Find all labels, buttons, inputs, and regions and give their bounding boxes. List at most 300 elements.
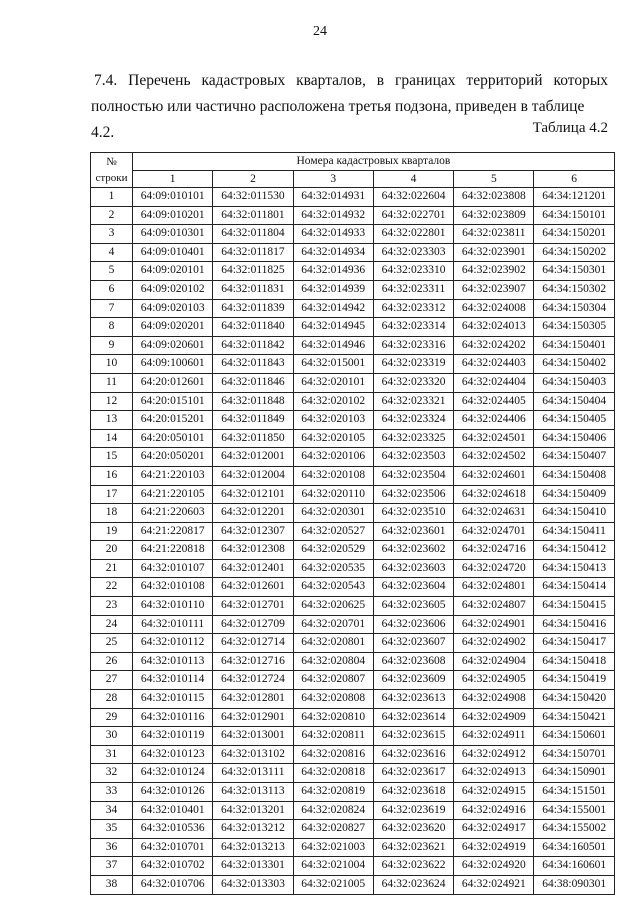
cadastral-number-cell: 64:32:011831 xyxy=(213,280,293,299)
cadastral-number-cell: 64:32:023303 xyxy=(373,243,453,262)
cadastral-number-cell: 64:32:020535 xyxy=(293,559,373,578)
cadastral-number-cell: 64:34:150417 xyxy=(534,634,614,653)
cadastral-number-cell: 64:32:020819 xyxy=(293,783,373,802)
cadastral-number-cell: 64:32:024701 xyxy=(454,522,534,541)
cadastral-number-cell: 64:32:013102 xyxy=(213,745,293,764)
cadastral-number-cell: 64:32:011839 xyxy=(213,299,293,318)
cadastral-number-cell: 64:32:024915 xyxy=(454,783,534,802)
cadastral-number-cell: 64:34:150421 xyxy=(534,708,614,727)
cadastral-number-cell: 64:32:020108 xyxy=(293,466,373,485)
cadastral-number-cell: 64:32:014945 xyxy=(293,318,373,337)
row-number-cell: 34 xyxy=(91,801,133,820)
cadastral-number-cell: 64:32:024917 xyxy=(454,820,534,839)
cadastral-number-cell: 64:32:020801 xyxy=(293,634,373,653)
table-row xyxy=(91,262,615,281)
cadastral-number-cell: 64:32:023619 xyxy=(373,801,453,820)
row-number-header-line-2: строки xyxy=(95,172,128,184)
table-row xyxy=(91,522,615,541)
row-number-cell: 5 xyxy=(91,262,133,281)
table-row xyxy=(91,838,615,857)
row-number-cell: 26 xyxy=(91,652,133,671)
cadastral-number-cell: 64:32:023314 xyxy=(373,318,453,337)
cadastral-quarters-table xyxy=(90,152,615,895)
cadastral-number-cell: 64:32:012724 xyxy=(213,671,293,690)
cadastral-number-cell: 64:21:220103 xyxy=(133,466,213,485)
row-number-cell: 17 xyxy=(91,485,133,504)
cadastral-number-cell: 64:21:220817 xyxy=(133,522,213,541)
cadastral-number-cell: 64:34:151501 xyxy=(534,783,614,802)
cadastral-number-cell: 64:32:020810 xyxy=(293,708,373,727)
cadastral-number-cell: 64:32:023325 xyxy=(373,429,453,448)
row-number-cell: 28 xyxy=(91,690,133,709)
table-row xyxy=(91,745,615,764)
cadastral-number-cell: 64:32:020101 xyxy=(293,373,373,392)
cadastral-number-cell: 64:32:023320 xyxy=(373,373,453,392)
cadastral-number-cell: 64:32:024905 xyxy=(454,671,534,690)
row-number-cell: 33 xyxy=(91,783,133,802)
cadastral-number-cell: 64:32:020804 xyxy=(293,652,373,671)
cadastral-number-cell: 64:34:150201 xyxy=(534,225,614,244)
cadastral-number-cell: 64:32:023609 xyxy=(373,671,453,690)
cadastral-number-cell: 64:34:150403 xyxy=(534,373,614,392)
row-number-cell: 12 xyxy=(91,392,133,411)
cadastral-number-cell: 64:20:015101 xyxy=(133,392,213,411)
table-row xyxy=(91,504,615,523)
row-number-cell: 14 xyxy=(91,429,133,448)
cadastral-number-cell: 64:32:024405 xyxy=(454,392,534,411)
cadastral-number-cell: 64:32:010702 xyxy=(133,857,213,876)
cadastral-number-cell: 64:09:020101 xyxy=(133,262,213,281)
cadastral-number-cell: 64:32:012709 xyxy=(213,615,293,634)
table-row xyxy=(91,280,615,299)
cadastral-number-cell: 64:32:023319 xyxy=(373,355,453,374)
cadastral-number-cell: 64:20:015201 xyxy=(133,411,213,430)
cadastral-number-cell: 64:32:020808 xyxy=(293,690,373,709)
table-row xyxy=(91,783,615,802)
cadastral-number-cell: 64:32:024008 xyxy=(454,299,534,318)
table-row xyxy=(91,336,615,355)
cadastral-number-cell: 64:32:010116 xyxy=(133,708,213,727)
cadastral-number-cell: 64:34:150101 xyxy=(534,206,614,225)
cadastral-number-cell: 64:32:020816 xyxy=(293,745,373,764)
table-row xyxy=(91,820,615,839)
cadastral-number-cell: 64:32:021004 xyxy=(293,857,373,876)
cadastral-number-cell: 64:32:024912 xyxy=(454,745,534,764)
cadastral-number-cell: 64:32:024919 xyxy=(454,838,534,857)
cadastral-number-cell: 64:32:011842 xyxy=(213,336,293,355)
cadastral-number-cell: 64:32:012001 xyxy=(213,448,293,467)
cadastral-number-cell: 64:32:011801 xyxy=(213,206,293,225)
cadastral-number-cell: 64:32:024631 xyxy=(454,504,534,523)
cadastral-number-cell: 64:38:090301 xyxy=(534,875,614,894)
cadastral-number-cell: 64:34:150410 xyxy=(534,504,614,523)
cadastral-number-cell: 64:32:023504 xyxy=(373,466,453,485)
cadastral-number-cell: 64:32:023622 xyxy=(373,857,453,876)
row-number-cell: 30 xyxy=(91,727,133,746)
cadastral-number-cell: 64:34:150415 xyxy=(534,597,614,616)
cadastral-number-cell: 64:34:150305 xyxy=(534,318,614,337)
cadastral-number-cell: 64:32:020818 xyxy=(293,764,373,783)
row-number-cell: 24 xyxy=(91,615,133,634)
cadastral-number-cell: 64:34:150304 xyxy=(534,299,614,318)
cadastral-number-cell: 64:34:150419 xyxy=(534,671,614,690)
cadastral-number-cell: 64:32:020827 xyxy=(293,820,373,839)
cadastral-number-cell: 64:32:024202 xyxy=(454,336,534,355)
cadastral-number-cell: 64:20:050201 xyxy=(133,448,213,467)
cadastral-number-cell: 64:34:150406 xyxy=(534,429,614,448)
table-row xyxy=(91,411,615,430)
row-number-cell: 6 xyxy=(91,280,133,299)
table-row xyxy=(91,578,615,597)
row-number-cell: 16 xyxy=(91,466,133,485)
cadastral-number-cell: 64:32:024801 xyxy=(454,578,534,597)
cadastral-number-cell: 64:32:014946 xyxy=(293,336,373,355)
cadastral-number-cell: 64:32:023321 xyxy=(373,392,453,411)
row-number-cell: 19 xyxy=(91,522,133,541)
cadastral-number-cell: 64:32:023624 xyxy=(373,875,453,894)
cadastral-number-cell: 64:32:024502 xyxy=(454,448,534,467)
cadastral-number-cell: 64:34:160501 xyxy=(534,838,614,857)
column-header-1: 1 xyxy=(133,170,213,188)
cadastral-number-cell: 64:32:014932 xyxy=(293,206,373,225)
cadastral-number-cell: 64:32:023601 xyxy=(373,522,453,541)
cadastral-number-cell: 64:09:010401 xyxy=(133,243,213,262)
table-row xyxy=(91,727,615,746)
cadastral-number-cell: 64:34:150302 xyxy=(534,280,614,299)
cadastral-number-cell: 64:32:011843 xyxy=(213,355,293,374)
cadastral-number-cell: 64:34:150401 xyxy=(534,336,614,355)
cadastral-number-cell: 64:34:150701 xyxy=(534,745,614,764)
cadastral-number-cell: 64:32:011530 xyxy=(213,188,293,207)
cadastral-number-cell: 64:32:013001 xyxy=(213,727,293,746)
table-row xyxy=(91,708,615,727)
table-row xyxy=(91,318,615,337)
cadastral-number-cell: 64:32:023614 xyxy=(373,708,453,727)
cadastral-number-cell: 64:34:150414 xyxy=(534,578,614,597)
cadastral-number-cell: 64:32:012401 xyxy=(213,559,293,578)
cadastral-number-cell: 64:32:010110 xyxy=(133,597,213,616)
cadastral-number-cell: 64:32:024807 xyxy=(454,597,534,616)
row-number-cell: 18 xyxy=(91,504,133,523)
cadastral-number-cell: 64:32:010119 xyxy=(133,727,213,746)
cadastral-number-cell: 64:32:022701 xyxy=(373,206,453,225)
cadastral-number-cell: 64:32:023617 xyxy=(373,764,453,783)
cadastral-number-cell: 64:32:011840 xyxy=(213,318,293,337)
cadastral-number-cell: 64:21:220105 xyxy=(133,485,213,504)
cadastral-number-cell: 64:32:020103 xyxy=(293,411,373,430)
cadastral-number-cell: 64:32:020106 xyxy=(293,448,373,467)
table-body xyxy=(91,188,615,895)
cadastral-number-cell: 64:34:150412 xyxy=(534,541,614,560)
table-row xyxy=(91,875,615,894)
cadastral-number-cell: 64:32:024902 xyxy=(454,634,534,653)
column-header-4: 4 xyxy=(373,170,453,188)
cadastral-number-cell: 64:32:020625 xyxy=(293,597,373,616)
cadastral-number-cell: 64:32:010108 xyxy=(133,578,213,597)
column-header-3: 3 xyxy=(293,170,373,188)
row-number-cell: 29 xyxy=(91,708,133,727)
cadastral-number-cell: 64:32:023811 xyxy=(454,225,534,244)
cadastral-number-cell: 64:32:023902 xyxy=(454,262,534,281)
cadastral-number-cell: 64:32:023602 xyxy=(373,541,453,560)
row-number-cell: 2 xyxy=(91,206,133,225)
cadastral-number-cell: 64:32:014936 xyxy=(293,262,373,281)
cadastral-number-cell: 64:32:023621 xyxy=(373,838,453,857)
cadastral-number-cell: 64:32:012307 xyxy=(213,522,293,541)
cadastral-number-cell: 64:32:010123 xyxy=(133,745,213,764)
cadastral-number-cell: 64:34:150601 xyxy=(534,727,614,746)
cadastral-number-cell: 64:32:023510 xyxy=(373,504,453,523)
cadastral-number-cell: 64:32:024904 xyxy=(454,652,534,671)
cadastral-number-cell: 64:20:012601 xyxy=(133,373,213,392)
paragraph-line-2: полностью или частично расположена третья подзона, приведен в таблице 4.2. xyxy=(91,98,585,141)
cadastral-number-cell: 64:32:023506 xyxy=(373,485,453,504)
cadastral-number-cell: 64:09:010301 xyxy=(133,225,213,244)
cadastral-numbers-header: Номера кадастровых кварталов xyxy=(133,153,615,171)
cadastral-number-cell: 64:32:024716 xyxy=(454,541,534,560)
row-number-cell: 36 xyxy=(91,838,133,857)
row-number-cell: 38 xyxy=(91,875,133,894)
cadastral-number-cell: 64:34:150405 xyxy=(534,411,614,430)
cadastral-number-cell: 64:32:023324 xyxy=(373,411,453,430)
cadastral-number-cell: 64:09:010201 xyxy=(133,206,213,225)
cadastral-number-cell: 64:32:020824 xyxy=(293,801,373,820)
cadastral-number-cell: 64:32:012714 xyxy=(213,634,293,653)
cadastral-number-cell: 64:32:023312 xyxy=(373,299,453,318)
cadastral-number-cell: 64:32:010401 xyxy=(133,801,213,820)
cadastral-number-cell: 64:32:010111 xyxy=(133,615,213,634)
cadastral-number-cell: 64:32:011849 xyxy=(213,411,293,430)
cadastral-number-cell: 64:32:010126 xyxy=(133,783,213,802)
cadastral-number-cell: 64:32:010113 xyxy=(133,652,213,671)
cadastral-number-cell: 64:34:150408 xyxy=(534,466,614,485)
cadastral-number-cell: 64:32:013113 xyxy=(213,783,293,802)
cadastral-number-cell: 64:32:020527 xyxy=(293,522,373,541)
cadastral-number-cell: 64:32:010114 xyxy=(133,671,213,690)
cadastral-number-cell: 64:32:023608 xyxy=(373,652,453,671)
row-number-cell: 1 xyxy=(91,188,133,207)
cadastral-number-cell: 64:09:020601 xyxy=(133,336,213,355)
row-number-cell: 37 xyxy=(91,857,133,876)
cadastral-number-cell: 64:32:023607 xyxy=(373,634,453,653)
column-header-5: 5 xyxy=(454,170,534,188)
row-number-cell: 11 xyxy=(91,373,133,392)
table-caption: Таблица 4.2 xyxy=(532,120,608,136)
cadastral-number-cell: 64:09:010101 xyxy=(133,188,213,207)
intro-paragraph xyxy=(91,68,608,146)
table-row xyxy=(91,801,615,820)
cadastral-number-cell: 64:34:150411 xyxy=(534,522,614,541)
cadastral-number-cell: 64:32:012901 xyxy=(213,708,293,727)
cadastral-number-cell: 64:34:150420 xyxy=(534,690,614,709)
cadastral-number-cell: 64:32:023605 xyxy=(373,597,453,616)
cadastral-number-cell: 64:32:024911 xyxy=(454,727,534,746)
table-row xyxy=(91,857,615,876)
cadastral-number-cell: 64:34:150402 xyxy=(534,355,614,374)
cadastral-number-cell: 64:32:020811 xyxy=(293,727,373,746)
cadastral-number-cell: 64:32:023503 xyxy=(373,448,453,467)
cadastral-number-cell: 64:32:024404 xyxy=(454,373,534,392)
cadastral-number-cell: 64:32:023901 xyxy=(454,243,534,262)
row-number-cell: 3 xyxy=(91,225,133,244)
table-row xyxy=(91,206,615,225)
cadastral-number-cell: 64:32:012601 xyxy=(213,578,293,597)
cadastral-number-cell: 64:32:024909 xyxy=(454,708,534,727)
cadastral-number-cell: 64:32:014931 xyxy=(293,188,373,207)
cadastral-number-cell: 64:32:011825 xyxy=(213,262,293,281)
cadastral-number-cell: 64:34:155001 xyxy=(534,801,614,820)
cadastral-number-cell: 64:32:020110 xyxy=(293,485,373,504)
cadastral-number-cell: 64:32:012701 xyxy=(213,597,293,616)
cadastral-number-cell: 64:21:220818 xyxy=(133,541,213,560)
cadastral-number-cell: 64:32:011848 xyxy=(213,392,293,411)
cadastral-number-cell: 64:34:150416 xyxy=(534,615,614,634)
cadastral-number-cell: 64:32:012716 xyxy=(213,652,293,671)
cadastral-number-cell: 64:32:023616 xyxy=(373,745,453,764)
cadastral-number-cell: 64:20:050101 xyxy=(133,429,213,448)
row-number-header-line-1: № xyxy=(106,156,117,168)
paragraph-line-1: 7.4. Перечень кадастровых кварталов, в границах территорий которых xyxy=(94,72,608,89)
cadastral-number-cell: 64:32:023618 xyxy=(373,783,453,802)
table-row xyxy=(91,690,615,709)
column-header-2: 2 xyxy=(213,170,293,188)
row-number-cell: 25 xyxy=(91,634,133,653)
cadastral-number-cell: 64:34:121201 xyxy=(534,188,614,207)
cadastral-number-cell: 64:32:023311 xyxy=(373,280,453,299)
cadastral-number-cell: 64:32:013303 xyxy=(213,875,293,894)
cadastral-number-cell: 64:09:020103 xyxy=(133,299,213,318)
cadastral-number-cell: 64:34:150418 xyxy=(534,652,614,671)
cadastral-number-cell: 64:32:024013 xyxy=(454,318,534,337)
cadastral-number-cell: 64:34:150901 xyxy=(534,764,614,783)
table-row xyxy=(91,559,615,578)
row-number-cell: 20 xyxy=(91,541,133,560)
cadastral-number-cell: 64:32:014933 xyxy=(293,225,373,244)
row-number-header xyxy=(91,153,133,188)
page-number: 24 xyxy=(313,24,327,39)
table-row xyxy=(91,243,615,262)
cadastral-number-cell: 64:32:024921 xyxy=(454,875,534,894)
cadastral-number-cell: 64:32:010107 xyxy=(133,559,213,578)
table-row xyxy=(91,448,615,467)
row-number-cell: 27 xyxy=(91,671,133,690)
cadastral-number-cell: 64:32:010701 xyxy=(133,838,213,857)
cadastral-number-cell: 64:32:023603 xyxy=(373,559,453,578)
table-row xyxy=(91,597,615,616)
cadastral-number-cell: 64:32:022801 xyxy=(373,225,453,244)
cadastral-number-cell: 64:32:020105 xyxy=(293,429,373,448)
cadastral-number-cell: 64:09:100601 xyxy=(133,355,213,374)
cadastral-number-cell: 64:32:012801 xyxy=(213,690,293,709)
cadastral-number-cell: 64:32:010124 xyxy=(133,764,213,783)
cadastral-number-cell: 64:32:014939 xyxy=(293,280,373,299)
cadastral-number-cell: 64:09:020102 xyxy=(133,280,213,299)
table-row xyxy=(91,299,615,318)
cadastral-number-cell: 64:32:012201 xyxy=(213,504,293,523)
cadastral-number-cell: 64:32:023606 xyxy=(373,615,453,634)
row-number-cell: 8 xyxy=(91,318,133,337)
cadastral-number-cell: 64:32:023808 xyxy=(454,188,534,207)
table-row xyxy=(91,392,615,411)
table-row xyxy=(91,188,615,207)
table-row xyxy=(91,355,615,374)
cadastral-number-cell: 64:32:013111 xyxy=(213,764,293,783)
cadastral-number-cell: 64:32:022604 xyxy=(373,188,453,207)
cadastral-number-cell: 64:32:023615 xyxy=(373,727,453,746)
cadastral-number-cell: 64:32:023316 xyxy=(373,336,453,355)
row-number-cell: 10 xyxy=(91,355,133,374)
cadastral-number-cell: 64:32:024916 xyxy=(454,801,534,820)
row-number-cell: 23 xyxy=(91,597,133,616)
cadastral-number-cell: 64:32:014942 xyxy=(293,299,373,318)
cadastral-number-cell: 64:32:024618 xyxy=(454,485,534,504)
table-row xyxy=(91,671,615,690)
row-number-cell: 31 xyxy=(91,745,133,764)
column-number-header-row xyxy=(91,170,615,188)
cadastral-number-cell: 64:32:015001 xyxy=(293,355,373,374)
cadastral-number-cell: 64:32:020301 xyxy=(293,504,373,523)
table-row xyxy=(91,225,615,244)
table-row xyxy=(91,541,615,560)
cadastral-number-cell: 64:32:023620 xyxy=(373,820,453,839)
table-row xyxy=(91,634,615,653)
table-row xyxy=(91,615,615,634)
row-number-cell: 35 xyxy=(91,820,133,839)
table-row xyxy=(91,485,615,504)
cadastral-number-cell: 64:32:021003 xyxy=(293,838,373,857)
cadastral-number-cell: 64:32:010706 xyxy=(133,875,213,894)
cadastral-number-cell: 64:32:014934 xyxy=(293,243,373,262)
cadastral-number-cell: 64:34:150407 xyxy=(534,448,614,467)
cadastral-number-cell: 64:34:150404 xyxy=(534,392,614,411)
cadastral-number-cell: 64:32:010536 xyxy=(133,820,213,839)
cadastral-number-cell: 64:32:020807 xyxy=(293,671,373,690)
table-row xyxy=(91,466,615,485)
row-number-cell: 32 xyxy=(91,764,133,783)
cadastral-number-cell: 64:32:020102 xyxy=(293,392,373,411)
cadastral-number-cell: 64:32:011846 xyxy=(213,373,293,392)
cadastral-number-cell: 64:32:024913 xyxy=(454,764,534,783)
row-number-cell: 9 xyxy=(91,336,133,355)
cadastral-number-cell: 64:32:013301 xyxy=(213,857,293,876)
cadastral-number-cell: 64:32:023604 xyxy=(373,578,453,597)
cadastral-number-cell: 64:32:024901 xyxy=(454,615,534,634)
cadastral-number-cell: 64:21:220603 xyxy=(133,504,213,523)
cadastral-number-cell: 64:32:024403 xyxy=(454,355,534,374)
cadastral-number-cell: 64:32:020701 xyxy=(293,615,373,634)
table-row xyxy=(91,764,615,783)
table-row xyxy=(91,652,615,671)
row-number-cell: 21 xyxy=(91,559,133,578)
cadastral-number-cell: 64:32:024406 xyxy=(454,411,534,430)
cadastral-number-cell: 64:32:010115 xyxy=(133,690,213,709)
cadastral-number-cell: 64:34:150409 xyxy=(534,485,614,504)
row-number-cell: 15 xyxy=(91,448,133,467)
cadastral-number-cell: 64:32:012308 xyxy=(213,541,293,560)
cadastral-number-cell: 64:32:012101 xyxy=(213,485,293,504)
cadastral-number-cell: 64:32:023613 xyxy=(373,690,453,709)
row-number-cell: 4 xyxy=(91,243,133,262)
cadastral-number-cell: 64:32:023809 xyxy=(454,206,534,225)
cadastral-number-cell: 64:32:013213 xyxy=(213,838,293,857)
table-row xyxy=(91,429,615,448)
column-header-6: 6 xyxy=(534,170,614,188)
cadastral-number-cell: 64:32:024908 xyxy=(454,690,534,709)
cadastral-number-cell: 64:32:024501 xyxy=(454,429,534,448)
table-row xyxy=(91,373,615,392)
cadastral-number-cell: 64:32:024720 xyxy=(454,559,534,578)
cadastral-number-cell: 64:32:023310 xyxy=(373,262,453,281)
